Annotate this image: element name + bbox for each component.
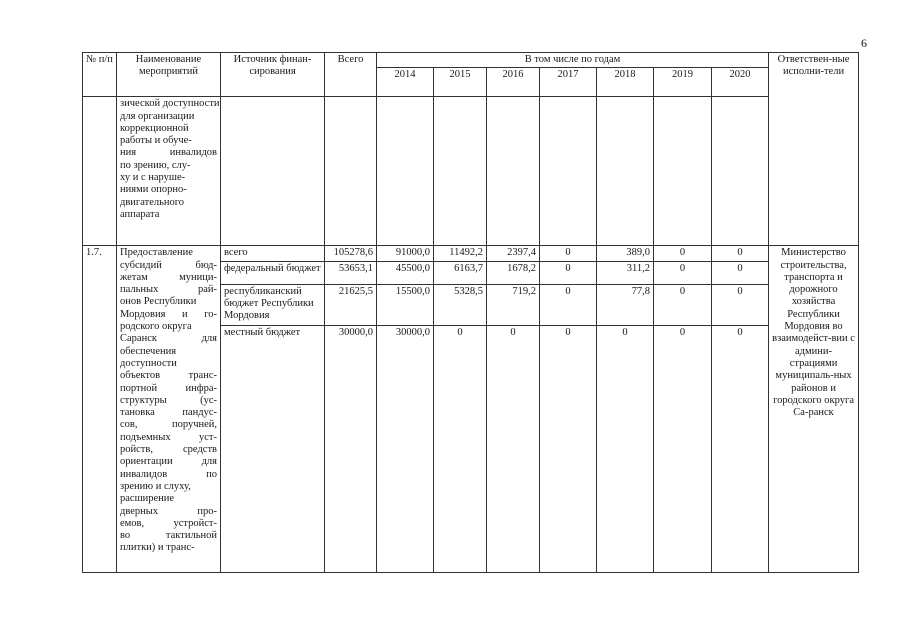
- header-source: Источник финан-сирования: [221, 53, 325, 97]
- value-cell: 0: [654, 325, 712, 572]
- header-year: 2016: [487, 68, 540, 97]
- total-cell: 30000,0: [325, 325, 377, 572]
- value-cell: 0: [540, 261, 597, 284]
- value-cell: 0: [654, 246, 712, 261]
- value-cell: 11492,2: [434, 246, 487, 261]
- header-year: 2014: [377, 68, 434, 97]
- source-cell: республиканский бюджет Республики Мордовия: [221, 284, 325, 325]
- source-cell: местный бюджет: [221, 325, 325, 572]
- total-cell: 21625,5: [325, 284, 377, 325]
- budget-table: [82, 52, 859, 573]
- value-cell: 0: [540, 325, 597, 572]
- value-cell: 5328,5: [434, 284, 487, 325]
- header-year: 2017: [540, 68, 597, 97]
- value-cell: 719,2: [487, 284, 540, 325]
- item-name: Предоставление субсидий бюд- жетам муници- пальных рай- онов Республики Мордовия и го- родского округа Саранск для обеспечения доступности объектов транс- портной инфра- структуры (ус- тановка пандус- сов, поручней, подъемных уст- ройств, средств ориентации для инвалидов по зрению и слуху, расширение дверных про- емов, устройст- во тактильной плитки) и транс-: [117, 246, 221, 572]
- value-cell: 389,0: [597, 246, 654, 261]
- item-responsible: Министерство строительства, транспорта и дорожного хозяйства Республики Мордовия во взаимодейст-вии с админи-страциями муниципаль-ных районов и городского округа Са-ранск: [769, 246, 859, 572]
- header-total: Всего: [325, 53, 377, 97]
- table-row: [83, 246, 859, 261]
- header-year: 2020: [712, 68, 769, 97]
- header-by-years: В том числе по годам: [377, 53, 769, 68]
- value-cell: 6163,7: [434, 261, 487, 284]
- continuation-name: зической доступности для организации коррекционной работы и обуче- ния инвалидов по зрению, слу- ху и с наруше- ниями опорно- двигательного аппарата: [117, 97, 221, 246]
- value-cell: 1678,2: [487, 261, 540, 284]
- header-responsible: Ответствен-ные исполни-тели: [769, 53, 859, 246]
- value-cell: 15500,0: [377, 284, 434, 325]
- value-cell: 0: [654, 261, 712, 284]
- value-cell: 2397,4: [487, 246, 540, 261]
- item-num: 1.7.: [83, 246, 117, 572]
- value-cell: 77,8: [597, 284, 654, 325]
- header-name: Наименование мероприятий: [117, 53, 221, 97]
- value-cell: 0: [712, 325, 769, 572]
- header-num: № п/п: [83, 53, 117, 97]
- value-cell: 0: [654, 284, 712, 325]
- source-cell: всего: [221, 246, 325, 261]
- header-year: 2019: [654, 68, 712, 97]
- value-cell: 0: [487, 325, 540, 572]
- value-cell: 0: [712, 246, 769, 261]
- total-cell: 53653,1: [325, 261, 377, 284]
- table-row: [83, 97, 859, 246]
- value-cell: 0: [540, 246, 597, 261]
- page-number: 6: [861, 36, 867, 50]
- total-cell: 105278,6: [325, 246, 377, 261]
- value-cell: 0: [540, 284, 597, 325]
- value-cell: 0: [597, 325, 654, 572]
- value-cell: 0: [712, 261, 769, 284]
- header-year: 2018: [597, 68, 654, 97]
- header-year: 2015: [434, 68, 487, 97]
- value-cell: 30000,0: [377, 325, 434, 572]
- value-cell: 45500,0: [377, 261, 434, 284]
- value-cell: 91000,0: [377, 246, 434, 261]
- value-cell: 311,2: [597, 261, 654, 284]
- value-cell: 0: [434, 325, 487, 572]
- value-cell: 0: [712, 284, 769, 325]
- source-cell: федеральный бюджет: [221, 261, 325, 284]
